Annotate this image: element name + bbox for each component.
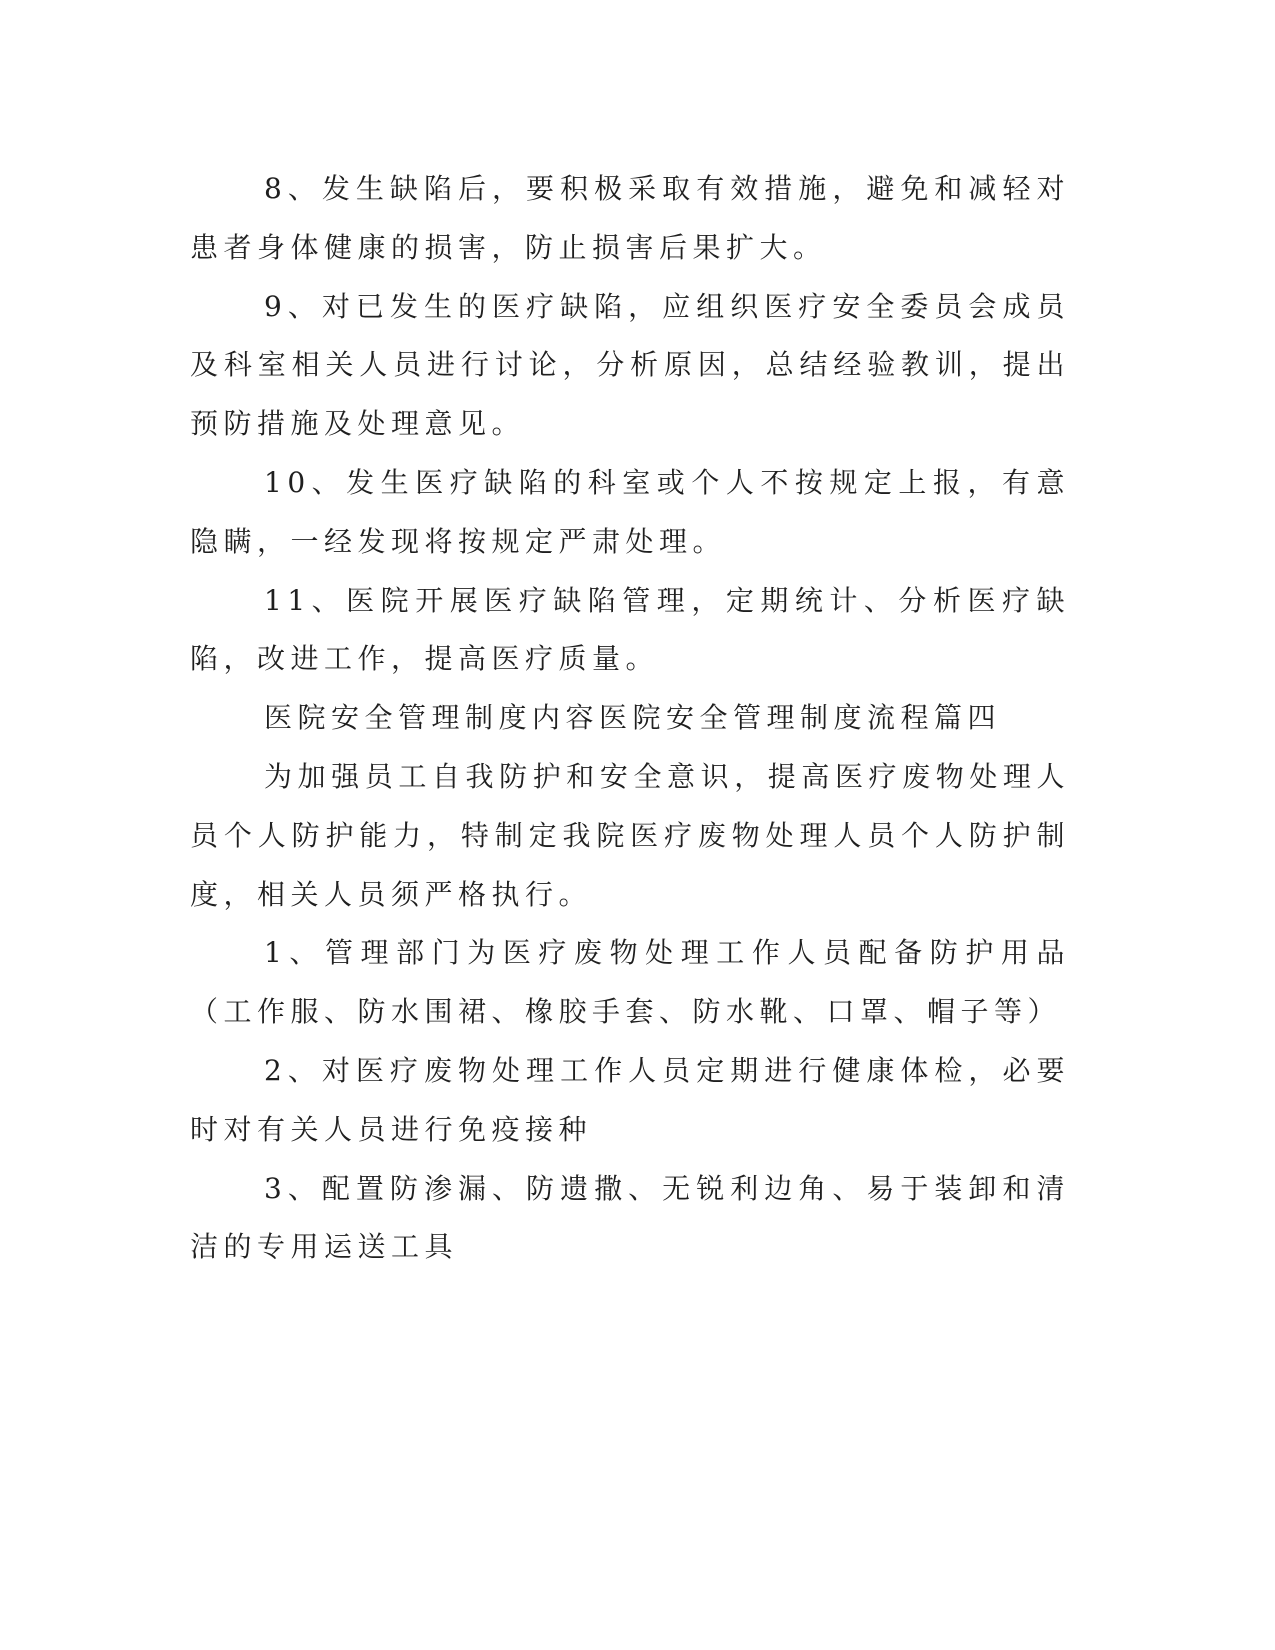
section-intro-paragraph: 为加强员工自我防护和安全意识，提高医疗废物处理人员个人防护能力，特制定我院医疗废物处理人员个人防护制度，相关人员须严格执行。 — [190, 759, 1070, 911]
section-heading: 医院安全管理制度内容医院安全管理制度流程篇四 — [264, 701, 1002, 735]
document-body — [190, 160, 1070, 1277]
protection-item-2: 2、对医疗废物处理工作人员定期进行健康体检，必要时对有关人员进行免疫接种 — [190, 1053, 1070, 1146]
paragraph-item-10: 10、发生医疗缺陷的科室或个人不按规定上报，有意隐瞒，一经发现将按规定严肃处理。 — [190, 465, 1070, 558]
paragraph-item-8: 8、发生缺陷后，要积极采取有效措施，避免和减轻对患者身体健康的损害，防止损害后果扩大。 — [190, 172, 1070, 264]
paragraph-item-9: 9、对已发生的医疗缺陷，应组织医疗安全委员会成员及科室相关人员进行讨论，分析原因，总结经验教训，提出预防措施及处理意见。 — [190, 289, 1070, 441]
protection-item-1: 1、管理部门为医疗废物处理工作人员配备防护用品（工作服、防水围裙、橡胶手套、防水靴、口罩、帽子等） — [190, 936, 1070, 1029]
protection-item-3: 3、配置防渗漏、防遗撒、无锐利边角、易于装卸和清洁的专用运送工具 — [190, 1171, 1070, 1264]
paragraph-item-11: 11、医院开展医疗缺陷管理，定期统计、分析医疗缺陷，改进工作，提高医疗质量。 — [190, 583, 1070, 676]
